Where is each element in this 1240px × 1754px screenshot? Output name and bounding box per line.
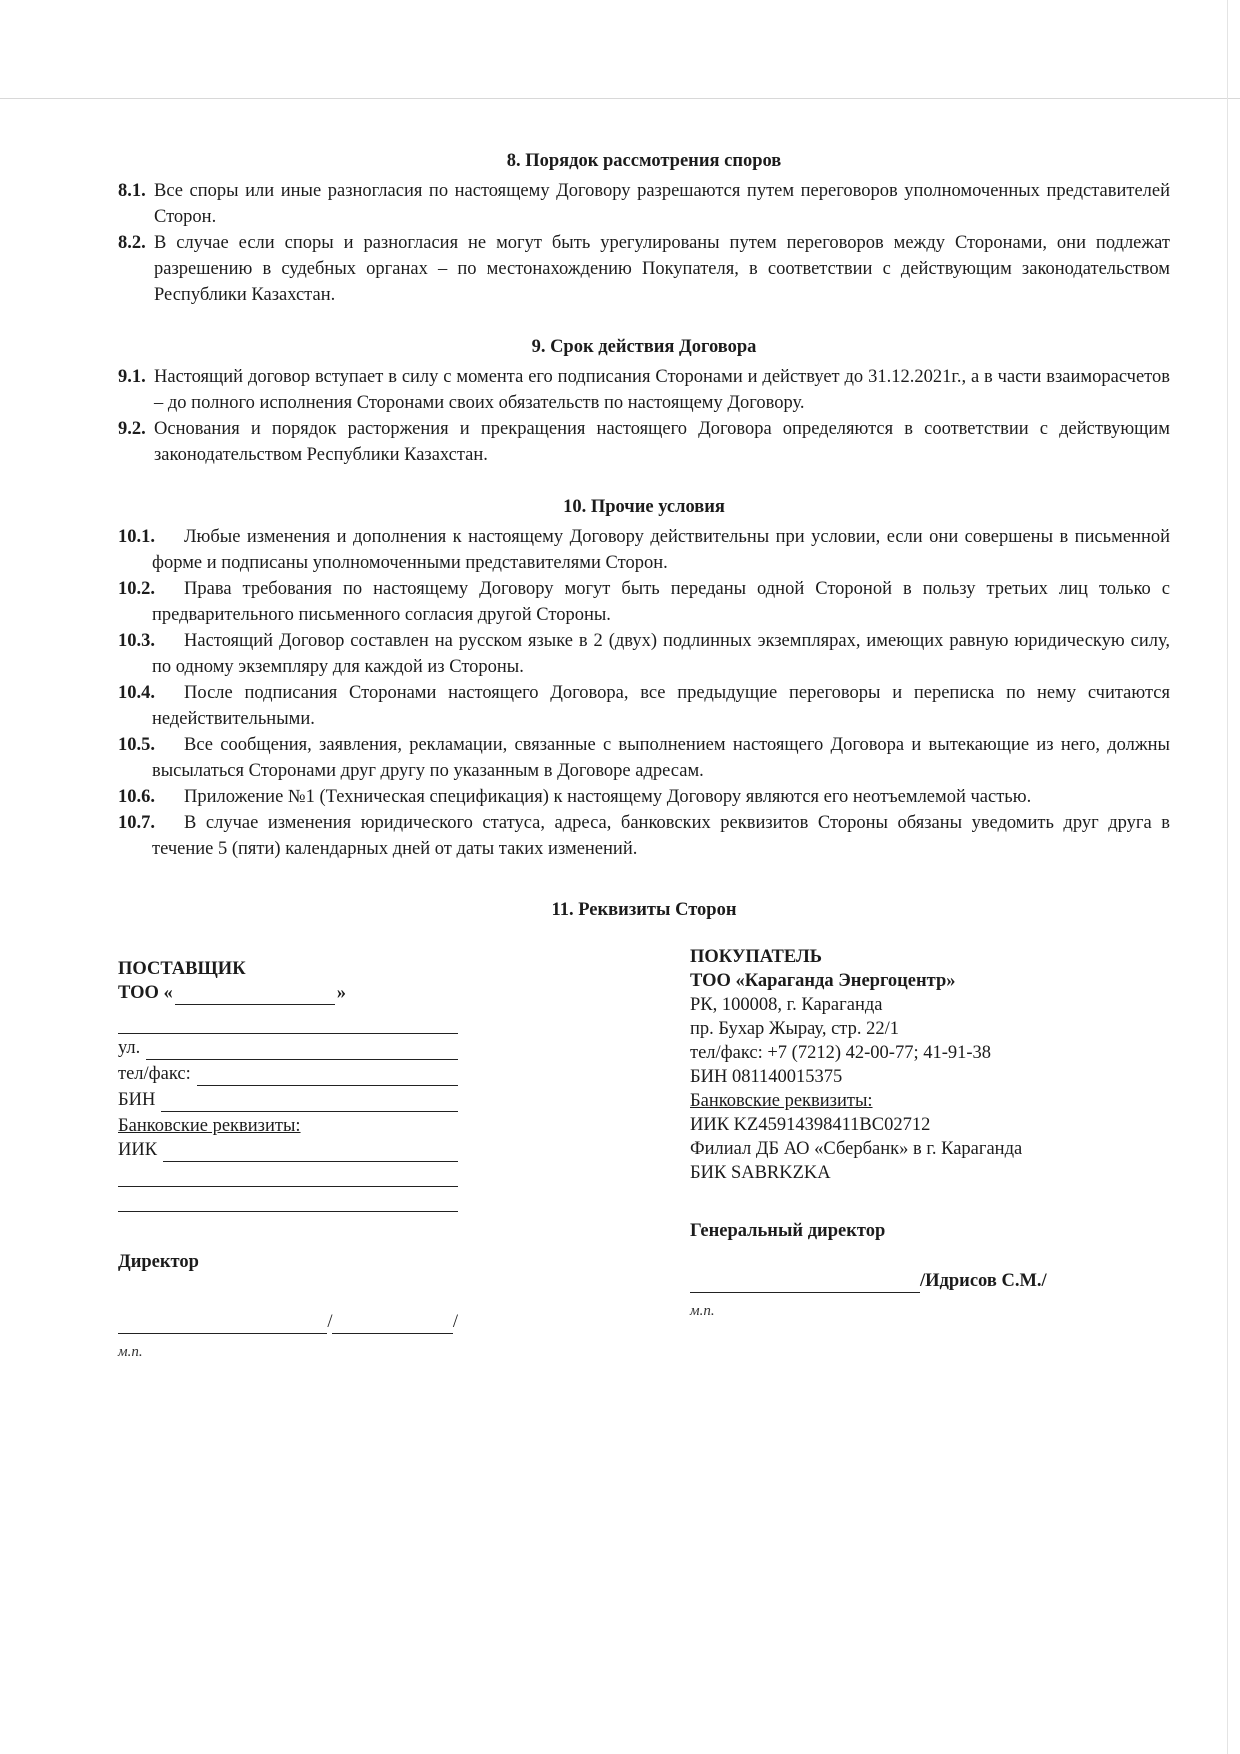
- buyer-signature-blank: [690, 1272, 920, 1293]
- supplier-street-blank: [146, 1039, 458, 1060]
- supplier-director-label: Директор: [118, 1252, 199, 1272]
- supplier-too-prefix: ТОО «: [118, 983, 173, 1003]
- buyer-bin: БИН 081140015375: [690, 1067, 843, 1087]
- supplier-street-label: ул.: [118, 1038, 141, 1058]
- supplier-stamp-place: м.п.: [118, 1344, 143, 1360]
- buyer-company: ТОО «Караганда Энергоцентр»: [690, 971, 956, 991]
- supplier-iik-label: ИИК: [118, 1140, 158, 1160]
- supplier-bin-field: [118, 1088, 458, 1112]
- clause-number: 10.6.: [118, 787, 155, 807]
- clause-10-3: [118, 628, 1170, 680]
- section-8-title: 8. Порядок рассмотрения споров: [506, 151, 782, 171]
- supplier-signature-blank: [118, 1313, 327, 1334]
- clause-10-6: [118, 784, 1170, 810]
- buyer-heading: ПОКУПАТЕЛЬ: [690, 947, 822, 967]
- supplier-phone-label: тел/факс:: [118, 1064, 191, 1084]
- clause-8-2: [118, 230, 1170, 308]
- clause-8-1: [118, 178, 1170, 230]
- clause-number: 9.2.: [118, 419, 146, 439]
- buyer-director-label: Генеральный директор: [690, 1221, 886, 1241]
- buyer-block: [690, 945, 1130, 1364]
- supplier-phone-field: [118, 1062, 458, 1086]
- clause-9-1: [118, 364, 1170, 416]
- supplier-bin-label: БИН: [118, 1090, 156, 1110]
- clause-number: 10.3.: [118, 631, 155, 651]
- clause-number: 10.4.: [118, 683, 155, 703]
- supplier-sign-end: /: [452, 1312, 458, 1332]
- clause-9-2: [118, 416, 1170, 468]
- buyer-bank-label: Банковские реквизиты:: [690, 1091, 873, 1111]
- supplier-name-blank: [332, 1313, 452, 1334]
- supplier-street-field: [118, 1036, 458, 1060]
- clause-text: В случае если споры и разногласия не могут быть урегулированы путем переговоров между Сторонами, они подлежат разрешению в судебных органах – по местонахождению Покупателя, в соответствии с действующим законодательством Республики Казахстан.: [154, 233, 1170, 305]
- clause-text: Настоящий договор вступает в силу с момента его подписания Сторонами и действует до 31.12.2021г., а в части взаиморасчетов – до полного исполнения Сторонами своих обязательств по настоящему Договору.: [154, 367, 1170, 413]
- clause-text: Все споры или иные разногласия по настоящему Договору разрешаются путем переговоров уполномоченных представителей Сторон.: [154, 181, 1170, 227]
- clause-text: Права требования по настоящему Договору могут быть переданы одной Стороной в пользу третьих лиц только с предварительного письменного согласия другой Стороны.: [152, 579, 1170, 625]
- clause-number: 10.1.: [118, 527, 155, 547]
- clause-10-2: [118, 576, 1170, 628]
- buyer-bank-name: Филиал ДБ АО «Сбербанк» в г. Караганда: [690, 1139, 1023, 1159]
- section-10-title: 10. Прочие условия: [563, 497, 725, 517]
- clause-number: 10.7.: [118, 813, 155, 833]
- supplier-bank-label: Банковские реквизиты:: [118, 1116, 301, 1136]
- clause-text: Все сообщения, заявления, рекламации, связанные с выполнением настоящего Договора и вытекающие из него, должны высылаться Сторонами друг другу по указанным в Договоре адресам.: [152, 735, 1170, 781]
- buyer-address-2: пр. Бухар Жырау, стр. 22/1: [690, 1019, 899, 1039]
- section-9-title: 9. Срок действия Договора: [531, 337, 757, 357]
- supplier-iik-field: [118, 1138, 458, 1162]
- supplier-block: [118, 945, 458, 1364]
- clause-number: 10.2.: [118, 579, 155, 599]
- supplier-bin-blank: [161, 1091, 458, 1112]
- clause-text: После подписания Сторонами настоящего Договора, все предыдущие переговоры и переписка по нему считаются недействительными.: [152, 683, 1170, 729]
- scan-edge-line: [0, 98, 1240, 99]
- supplier-blank-line: [118, 1189, 458, 1212]
- supplier-company-blank: [175, 984, 335, 1005]
- buyer-bik: БИК SABRKZKA: [690, 1163, 831, 1183]
- supplier-sign-separator: /: [327, 1312, 333, 1332]
- clause-number: 9.1.: [118, 367, 146, 387]
- supplier-phone-blank: [197, 1065, 458, 1086]
- supplier-heading: ПОСТАВЩИК: [118, 959, 246, 979]
- scan-edge-line-right: [1227, 0, 1228, 1754]
- clause-number: 10.5.: [118, 735, 155, 755]
- buyer-address-1: РК, 100008, г. Караганда: [690, 995, 883, 1015]
- supplier-blank-line: [118, 1011, 458, 1034]
- supplier-signature-line: [118, 1310, 458, 1334]
- buyer-iik: ИИК KZ45914398411BC02712: [690, 1115, 931, 1135]
- supplier-blank-line: [118, 1164, 458, 1187]
- supplier-iik-blank: [163, 1141, 458, 1162]
- document-page: [118, 148, 1170, 1364]
- buyer-signature-line: [690, 1269, 1130, 1293]
- section-11-title: 11. Реквизиты Сторон: [551, 900, 737, 920]
- clause-text: В случае изменения юридического статуса, адреса, банковских реквизитов Стороны обязаны уведомить друг друга в течение 5 (пяти) календарных дней от даты таких изменений.: [152, 813, 1170, 859]
- clause-text: Основания и порядок расторжения и прекращения настоящего Договора определяются в соответствии с действующим законодательством Республики Казахстан.: [154, 419, 1170, 465]
- clause-number: 8.1.: [118, 181, 146, 201]
- supplier-too-suffix: »: [336, 983, 347, 1003]
- supplier-company-line: [118, 981, 458, 1005]
- clause-10-4: [118, 680, 1170, 732]
- clause-text: Любые изменения и дополнения к настоящему Договору действительны при условии, если они совершены в письменной форме и подписаны уполномоченными представителями Сторон.: [152, 527, 1170, 573]
- requisites-columns: [118, 945, 1170, 1364]
- buyer-phone: тел/факс: +7 (7212) 42-00-77; 41-91-38: [690, 1043, 992, 1063]
- buyer-stamp-place: м.п.: [690, 1303, 715, 1319]
- clause-text: Настоящий Договор составлен на русском языке в 2 (двух) подлинных экземплярах, имеющих равную юридическую силу, по одному экземпляру для каждой из Стороны.: [152, 631, 1170, 677]
- clause-10-1: [118, 524, 1170, 576]
- clause-10-5: [118, 732, 1170, 784]
- clause-10-7: [118, 810, 1170, 862]
- clause-text: Приложение №1 (Техническая спецификация) к настоящему Договору являются его неотъемлемой частью.: [184, 787, 1032, 807]
- clause-number: 8.2.: [118, 233, 146, 253]
- buyer-signer-name: /Идрисов С.М./: [920, 1271, 1047, 1291]
